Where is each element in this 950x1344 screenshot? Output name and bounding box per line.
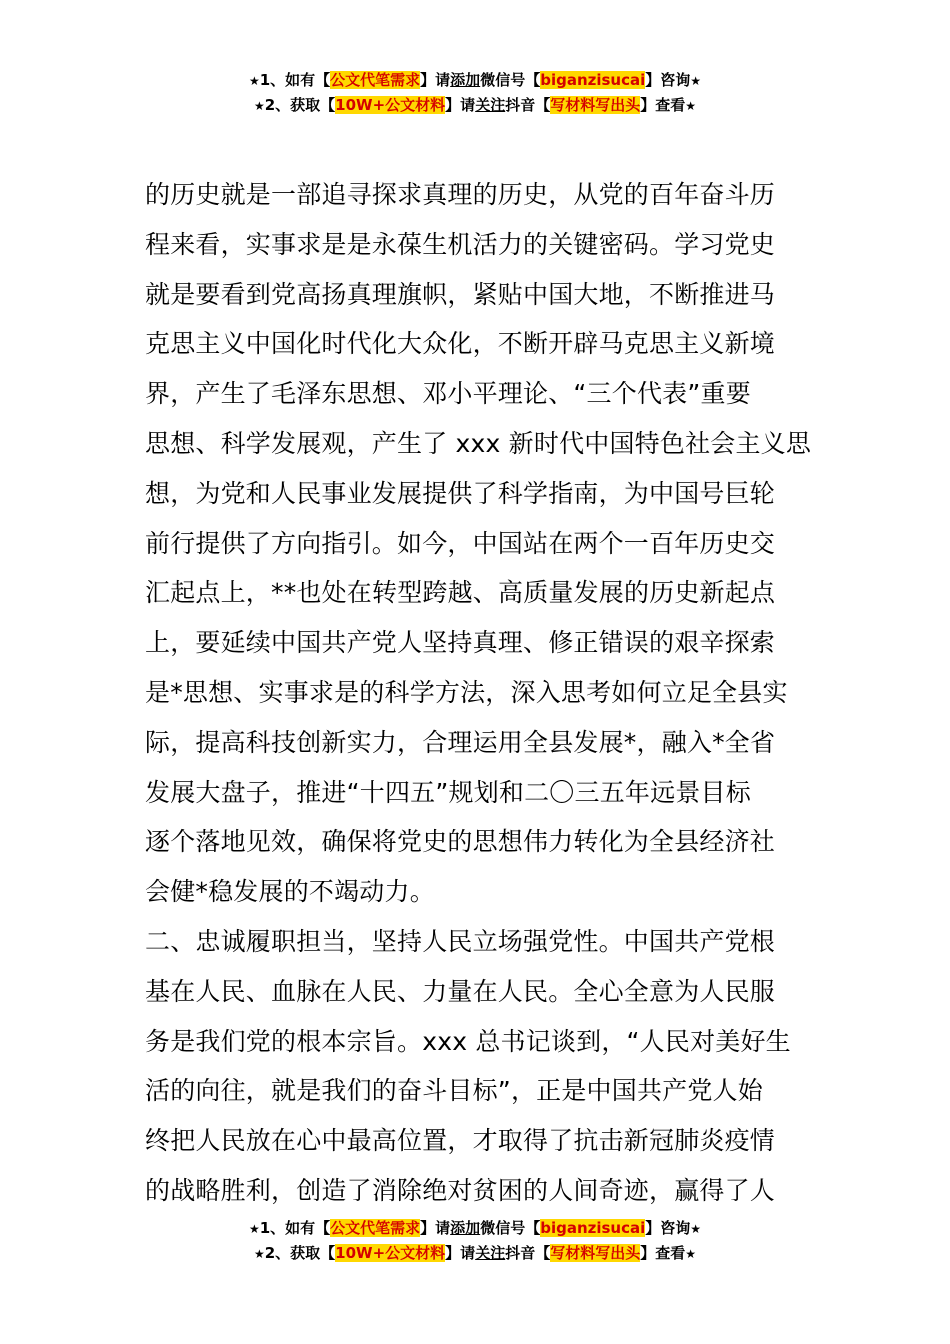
star-icon: ★: [690, 1222, 702, 1236]
banner-underlined-text: 添加: [450, 1219, 481, 1237]
banner-text: 】请: [445, 1244, 476, 1262]
banner-text: 抖音【: [505, 96, 551, 114]
body-line: 想，为党和人民事业发展提供了科学指南，为中国号巨轮: [145, 478, 776, 508]
body-line: 克思主义中国化时代化大众化，不断开辟马克思主义新境: [145, 329, 776, 359]
banner-highlight: biganzisucai: [540, 71, 646, 89]
body-line: 会健*稳发展的不竭动力。: [145, 877, 435, 907]
star-icon: ★: [685, 99, 697, 113]
star-icon: ★: [248, 74, 260, 88]
banner-text: 】请: [420, 1219, 451, 1237]
banner-highlight: biganzisucai: [540, 1219, 646, 1237]
body-line: 务是我们党的根本宗旨。xxx 总书记谈到，“人民对美好生: [145, 1026, 791, 1056]
banner-line-1: [0, 68, 950, 93]
banner-highlight: 写材料写出头: [550, 1244, 641, 1262]
banner-text: 微信号【: [480, 1219, 541, 1237]
banner-text: 】咨询: [645, 71, 691, 89]
banner-line-2: [0, 93, 950, 118]
banner-line-2: [0, 1241, 950, 1266]
body-line: 上，要延续中国共产党人坚持真理、修正错误的艰辛探索: [145, 628, 776, 658]
banner-highlight: 公文代笔需求: [330, 1219, 421, 1237]
banner-text: 】请: [445, 96, 476, 114]
body-line: 终把人民放在心中最高位置，才取得了抗击新冠肺炎疫情: [145, 1126, 776, 1156]
footer-banner: [0, 1216, 950, 1266]
body-line: 前行提供了方向指引。如今，中国站在两个一百年历史交: [145, 528, 776, 558]
banner-line-1: [0, 1216, 950, 1241]
body-line: 界，产生了毛泽东思想、邓小平理论、“三个代表”重要: [145, 379, 751, 409]
banner-highlight: 10W+公文材料: [335, 96, 446, 114]
body-line: 际，提高科技创新实力，合理运用全县发展*，融入*全省: [145, 727, 776, 757]
banner-text: 】咨询: [645, 1219, 691, 1237]
star-icon: ★: [253, 99, 265, 113]
banner-text: 2、获取【: [264, 96, 336, 114]
banner-underlined-text: 添加: [450, 71, 481, 89]
body-line: 汇起点上，**也处在转型跨越、高质量发展的历史新起点: [145, 578, 776, 608]
star-icon: ★: [248, 1222, 260, 1236]
banner-text: 】请: [420, 71, 451, 89]
body-line: 的历史就是一部追寻探求真理的历史，从党的百年奋斗历: [145, 180, 776, 209]
banner-text: 2、获取【: [264, 1244, 336, 1262]
banner-text: 1、如有【: [259, 71, 331, 89]
body-line: 活的向往，就是我们的奋斗目标”，正是中国共产党人始: [145, 1076, 763, 1106]
banner-text: 微信号【: [480, 71, 541, 89]
body-line: 思想、科学发展观，产生了 xxx 新时代中国特色社会主义思: [145, 428, 812, 458]
banner-text: 抖音【: [505, 1244, 551, 1262]
banner-underlined-text: 关注: [475, 1244, 506, 1262]
banner-highlight: 10W+公文材料: [335, 1244, 446, 1262]
banner-text: 】查看: [640, 96, 686, 114]
star-icon: ★: [253, 1247, 265, 1261]
body-line: 的战略胜利，创造了消除绝对贫困的人间奇迹，赢得了人: [145, 1175, 776, 1205]
body-line: 程来看，实事求是是永葆生机活力的关键密码。学习党史: [145, 229, 776, 259]
star-icon: ★: [685, 1247, 697, 1261]
body-line: 逐个落地见效，确保将党史的思想伟力转化为全县经济社: [145, 827, 776, 857]
star-icon: ★: [690, 74, 702, 88]
document-body: [145, 170, 810, 1216]
banner-text: 】查看: [640, 1244, 686, 1262]
body-line: 发展大盘子，推进“十四五”规划和二〇三五年远景目标: [145, 777, 751, 807]
banner-text: 1、如有【: [259, 1219, 331, 1237]
banner-highlight: 写材料写出头: [550, 96, 641, 114]
header-banner: [0, 68, 950, 118]
banner-highlight: 公文代笔需求: [330, 71, 421, 89]
body-line: 就是要看到党高扬真理旗帜，紧贴中国大地，不断推进马: [145, 279, 776, 309]
section-heading-line: 二、忠诚履职担当，坚持人民立场强党性。中国共产党根: [145, 926, 776, 956]
body-line: 基在人民、血脉在人民、力量在人民。全心全意为人民服: [145, 976, 776, 1006]
body-line: 是*思想、实事求是的科学方法，深入思考如何立足全县实: [145, 677, 788, 707]
banner-underlined-text: 关注: [475, 96, 506, 114]
